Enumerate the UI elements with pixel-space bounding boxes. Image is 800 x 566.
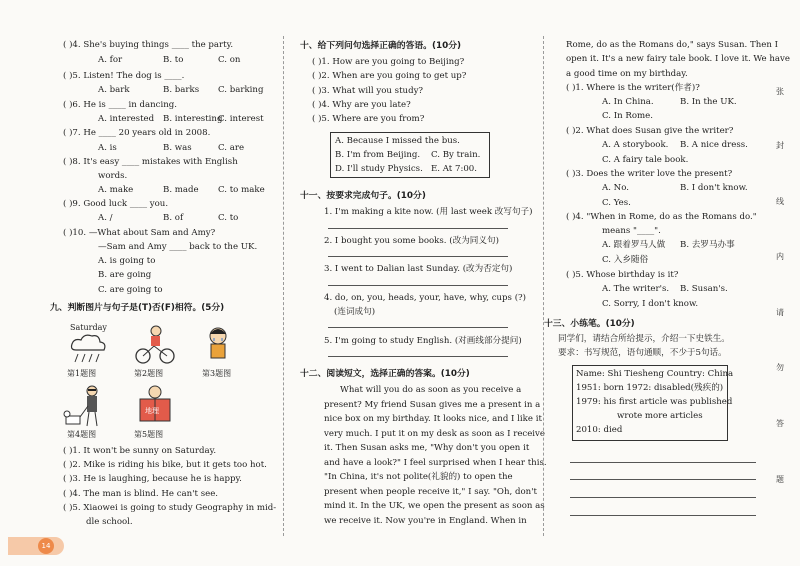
reading-q3-a: A. No.: [602, 183, 629, 193]
answer-line: [328, 256, 508, 257]
passage-line-8: present when people receive it," I say. "Oh, don't: [324, 487, 537, 497]
sec11-item-4: 4. do, on, you, heads, your, have, why, cups (?): [324, 293, 527, 303]
info-line-2: 1951: born 1972: disabled(残疾的): [576, 383, 724, 393]
passage-line-5: it. Then Susan asks me, "Why don't you open it: [324, 443, 530, 453]
page-number: 14: [38, 538, 54, 554]
boy-riding-bike-icon: [134, 324, 176, 366]
q7-option-c: C. are: [218, 143, 245, 153]
reading-q3-c: C. Yes.: [602, 198, 631, 208]
sec9-item-5: ( )5. Xiaowei is going to study Geography in mid-: [63, 503, 277, 513]
boy-crying-icon: [203, 326, 233, 364]
q9-option-c: C. to: [218, 213, 239, 223]
section-13-title: 十三、小练笔。(10分): [544, 319, 635, 329]
sec11-item-5: 5. I'm going to study English. (对画线部分提问): [324, 336, 522, 346]
writing-line: [570, 479, 756, 480]
reading-q1-c: C. In Rome.: [602, 111, 654, 121]
section-11-title: 十一、按要求完成句子。(10分): [300, 191, 426, 201]
writing-line: [570, 462, 756, 463]
book-cover-text: 地理: [145, 407, 159, 415]
q6-option-b: B. interesting: [163, 114, 223, 124]
q5-option-b: B. barks: [163, 85, 200, 95]
info-line-5: 2010: died: [576, 425, 623, 435]
sec11-item-1: 1. I'm making a kite now. (用 last week 改写句子): [324, 207, 533, 217]
reading-q5-b: B. Susan's.: [680, 284, 728, 294]
option-b: B. I'm from Beijing.: [335, 150, 421, 160]
q10-stem-cont: —Sam and Amy ____ back to the UK.: [98, 242, 258, 252]
binding-char-6: 勿: [776, 363, 784, 372]
reading-q3: ( )3. Does the writer love the present?: [566, 169, 733, 179]
passage-line-9: mind it. In the UK, we open the present as soon as: [324, 501, 545, 511]
option-c: C. By train.: [431, 150, 481, 160]
answer-line: [328, 356, 508, 357]
passage-cont-1: Rome, do as the Romans do," says Susan. Then I: [566, 40, 779, 50]
rain-cloud-icon: [68, 332, 108, 366]
reading-q5: ( )5. Whose birthday is it?: [566, 270, 679, 280]
writing-line: [570, 497, 756, 498]
sec11-item-3: 3. I went to Dalian last Sunday. (改为否定句): [324, 264, 513, 274]
reading-q4-cont: means "____".: [602, 226, 661, 236]
sec9-item-3: ( )3. He is laughing, because he is happy.: [63, 474, 242, 484]
reading-q2-a: A. A storybook.: [602, 140, 669, 150]
reading-q3-b: B. I don't know.: [680, 183, 748, 193]
q10-option-c: C. are going to: [98, 285, 163, 295]
reading-q1-b: B. In the UK.: [680, 97, 737, 107]
pic-label-3: 第3题图: [202, 369, 232, 378]
binding-char-4: 内: [776, 252, 784, 261]
reading-q5-a: A. The writer's.: [602, 284, 670, 294]
passage-line-3: nice box on my birthday. It looks nice, and I like it: [324, 414, 542, 424]
passage-line-2: present? My friend Susan gives me a present in a: [324, 400, 541, 410]
option-a: A. Because I missed the bus.: [335, 136, 460, 146]
boy-reading-book-icon: [134, 384, 176, 426]
q9-option-b: B. of: [163, 213, 184, 223]
q9-stem: ( )9. Good luck ____ you.: [63, 199, 169, 209]
binding-char-3: 线: [776, 197, 784, 206]
sec13-instruction-1: 同学们，请结合所给提示，介绍一下史铁生。: [558, 334, 730, 344]
sec13-instruction-2: 要求：书写规范，语句通顺，不少于5句话。: [558, 348, 727, 358]
sec10-item-1: ( )1. How are you going to Beijing?: [312, 57, 465, 67]
sec9-item-5-cont: dle school.: [86, 517, 133, 527]
q4-option-b: B. to: [163, 55, 184, 65]
reading-q1: ( )1. Where is the writer(作者)?: [566, 83, 700, 93]
option-d: D. I'll study Physics.: [335, 164, 423, 174]
option-e: E. At 7:00.: [431, 164, 478, 174]
passage-line-4: very much. I put it on my desk as soon as I receive: [324, 429, 545, 439]
q4-option-a: A. for: [98, 55, 123, 65]
binding-char-7: 答: [776, 419, 784, 428]
sec9-item-1: ( )1. It won't be sunny on Saturday.: [63, 446, 217, 456]
reading-q4: ( )4. "When in Rome, do as the Romans do.": [566, 212, 757, 222]
q10-option-b: B. are going: [98, 270, 152, 280]
passage-cont-2: open it. It's a new fairy tale book. I love it. We have: [566, 54, 790, 64]
q7-stem: ( )7. He ____ 20 years old in 2008.: [63, 128, 211, 138]
q6-option-a: A. interested: [98, 114, 155, 124]
section-12-title: 十二、阅读短文，选择正确的答案。(10分): [300, 369, 470, 379]
sec10-item-3: ( )3. What will you study?: [312, 86, 424, 96]
writing-line: [570, 515, 756, 516]
reading-q4-c: C. 入乡随俗: [602, 255, 649, 265]
binding-char-8: 题: [776, 475, 784, 484]
sec11-item-4-note: (连词成句): [334, 307, 376, 317]
passage-line-1: What will you do as soon as you receive a: [340, 385, 522, 395]
sec10-item-2: ( )2. When are you going to get up?: [312, 71, 467, 81]
q5-stem: ( )5. Listen! The dog is ____.: [63, 71, 185, 81]
q8-option-a: A. make: [98, 185, 134, 195]
pic-label-4: 第4题图: [67, 430, 97, 439]
column-divider-2: [543, 36, 544, 536]
middle-column: [290, 0, 547, 566]
binding-char-2: 封: [776, 141, 784, 150]
saturday-label: Saturday: [70, 323, 107, 332]
info-line-4: wrote more articles: [617, 411, 703, 421]
passage-cont-3: a good time on my birthday.: [566, 69, 688, 79]
q8-option-c: C. to make: [218, 185, 265, 195]
page-number-tab: [8, 537, 64, 555]
q10-option-a: A. is going to: [98, 256, 156, 266]
q8-option-b: B. made: [163, 185, 199, 195]
left-column: [0, 0, 275, 566]
info-box: [572, 365, 734, 441]
passage-line-6: and have a look?" I feel surprised when I hear this.: [324, 458, 547, 468]
q5-option-c: C. barking: [218, 85, 264, 95]
q8-stem: ( )8. It's easy ____ mistakes with English: [63, 157, 238, 167]
column-divider-1: [283, 36, 284, 536]
answer-line: [328, 285, 508, 286]
q7-option-a: A. is: [98, 143, 117, 153]
blind-man-with-dog-icon: [62, 384, 108, 428]
answer-options-box: [330, 132, 490, 178]
q4-stem: ( )4. She's buying things ____ the party.: [63, 40, 234, 50]
pic-label-1: 第1题图: [67, 369, 97, 378]
q10-stem: ( )10. —What about Sam and Amy?: [63, 228, 216, 238]
info-line-1: Name: Shi Tiesheng Country: China: [576, 369, 734, 379]
binding-char-5: 请: [776, 308, 784, 317]
answer-line: [328, 228, 508, 229]
info-line-3: 1979: his first article was published: [576, 397, 733, 407]
q7-option-b: B. was: [163, 143, 192, 153]
reading-q5-c: C. Sorry, I don't know.: [602, 299, 699, 309]
q4-option-c: C. on: [218, 55, 241, 65]
section-9-title: 九、判断图片与句子是(T)否(F)相符。(5分): [50, 303, 225, 313]
sec10-item-5: ( )5. Where are you from?: [312, 114, 425, 124]
passage-line-10: we receive it. Now you're in England. When in: [324, 516, 527, 526]
reading-q2-c: C. A fairy tale book.: [602, 155, 689, 165]
reading-q1-a: A. In China.: [602, 97, 654, 107]
reading-q4-b: B. 去罗马办事: [680, 240, 735, 250]
q6-option-c: C. interest: [218, 114, 264, 124]
q9-option-a: A. /: [98, 213, 113, 223]
reading-q2-b: B. A nice dress.: [680, 140, 748, 150]
sec11-item-2: 2. I bought you some books. (改为同义句): [324, 236, 499, 246]
section-10-title: 十、给下列问句选择正确的答语。(10分): [300, 41, 462, 51]
answer-line: [328, 327, 508, 328]
binding-char-1: 张: [776, 87, 784, 96]
pic-label-2: 第2题图: [134, 369, 164, 378]
q8-stem-cont: words.: [98, 171, 128, 181]
sec9-item-4: ( )4. The man is blind. He can't see.: [63, 489, 219, 499]
right-column: [544, 0, 790, 566]
reading-q2: ( )2. What does Susan give the writer?: [566, 126, 734, 136]
sec9-item-2: ( )2. Mike is riding his bike, but it gets too hot.: [63, 460, 267, 470]
q5-option-a: A. bark: [98, 85, 130, 95]
reading-q4-a: A. 跟着罗马人做: [602, 240, 666, 250]
q6-stem: ( )6. He is ____ in dancing.: [63, 100, 177, 110]
pic-label-5: 第5题图: [134, 430, 164, 439]
passage-line-7: "In China, it's not polite(礼貌的) to open the: [324, 472, 513, 482]
sec10-item-4: ( )4. Why are you late?: [312, 100, 411, 110]
